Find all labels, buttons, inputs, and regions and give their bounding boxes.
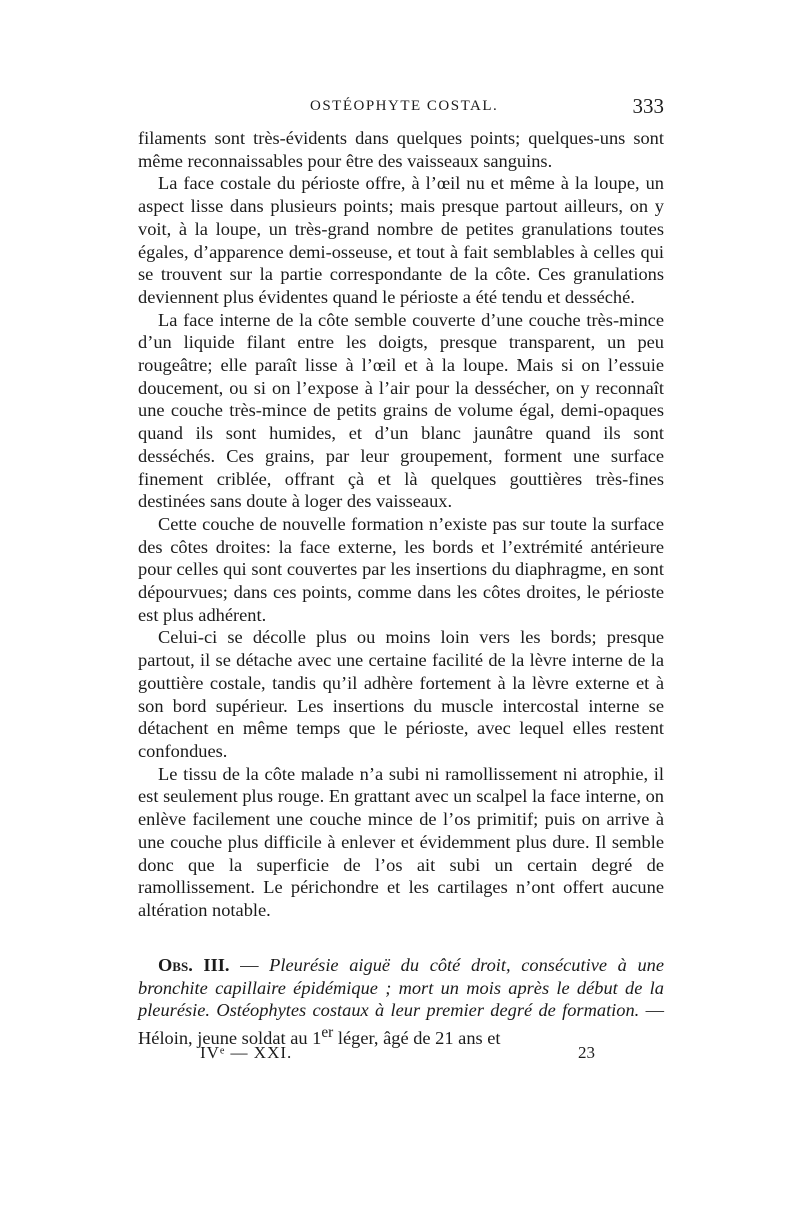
paragraph-3: La face interne de la côte semble couverte d’une couche très-mince d’un liquide filant entre les doigts, presque transparent, un peu rougeâtre; elle paraît lisse à l’œil et à la loupe. Mais si on l’essuie doucement, ou si on l’expose à l’air pour la dessécher, on y reconnaît une couche très-mince de petits grains de volume égal, demi-opaques quand ils sont humides, et d’un blanc jaunâtre quand ils sont desséchés. Ces grains, par leur groupement, forment une surface finement criblée, offrant çà et là quelques gouttières très-fines destinées sans doute à loger des vaisseaux. bbox=[138, 309, 664, 512]
page-header bbox=[138, 96, 664, 126]
paragraph-1-continued: filaments sont très-évidents dans quelques points; quelques-uns sont même reconnaissables pour être des vaisseaux sanguins. bbox=[138, 128, 664, 171]
running-title: OSTÉOPHYTE COSTAL. bbox=[310, 98, 499, 114]
observation-label: Obs. III. bbox=[158, 955, 230, 975]
paragraph-5: Celui-ci se décolle plus ou moins loin vers les bords; presque partout, il se détache avec une certaine facilité de la lèvre interne de la gouttière costale, tandis qu’il adhère fortement à la lèvre externe et à son bord supérieur. Les insertions du muscle intercostal interne se détachent en même temps que le périoste, avec lequel elles restent confondues. bbox=[138, 627, 664, 761]
signature-mark: IVᵉ — XXI. bbox=[200, 1043, 293, 1062]
observation-paragraph bbox=[138, 954, 664, 1050]
paragraph-2: La face costale du périoste offre, à l’œil nu et même à la loupe, un aspect lisse dans plusieurs points; mais presque partout ailleurs, on y voit, à la loupe, un très-grand nombre de petites granulations toutes égales, d’apparence demi-osseuse, et tout à fait semblables à celles qui se trouvent sur la partie correspondante de la côte. Ces granulations deviennent plus évidentes quand le périoste a été tendu et desséché. bbox=[138, 173, 664, 307]
paragraph-4: Cette couche de nouvelle formation n’existe pas sur toute la surface des côtes droites: la face externe, les bords et l’extrémité antérieure pour celles qui sont couvertes par les insertions du diaphragme, en sont dépourvues; dans ces points, comme dans les côtes droites, le périoste est plus adhérent. bbox=[138, 513, 664, 625]
observation-ordinal: er bbox=[321, 1024, 334, 1042]
page-footer bbox=[138, 1043, 664, 1067]
observation-title: Pleurésie aiguë du côté droit, consécutive à une bronchite capillaire épidémique ; mort un mois après le début de la pleurésie. Ostéophytes costaux à leur premier degré de formation. bbox=[138, 955, 665, 1021]
observation-text-end: léger, âgé de 21 ans et bbox=[333, 1028, 501, 1049]
page-number: 333 bbox=[632, 94, 664, 118]
body-text bbox=[138, 127, 664, 922]
sheet-number: 23 bbox=[578, 1043, 595, 1062]
observation-text-start: — Héloin, jeune soldat au 1 bbox=[138, 1000, 664, 1049]
paragraph-6: Le tissu de la côte malade n’a subi ni ramollissement ni atrophie, il est seulement plus rouge. En grattant avec un scalpel la face interne, on enlève facilement une couche mince de l’os primitif; puis on arrive à une couche plus difficile à enlever et évidemment plus dure. Il semble donc que la superficie de l’os ait subi un certain degré de ramollissement. Le périchondre et les cartilages n’ont offert aucune altération notable. bbox=[138, 763, 664, 920]
observation-dash: — bbox=[229, 955, 270, 975]
